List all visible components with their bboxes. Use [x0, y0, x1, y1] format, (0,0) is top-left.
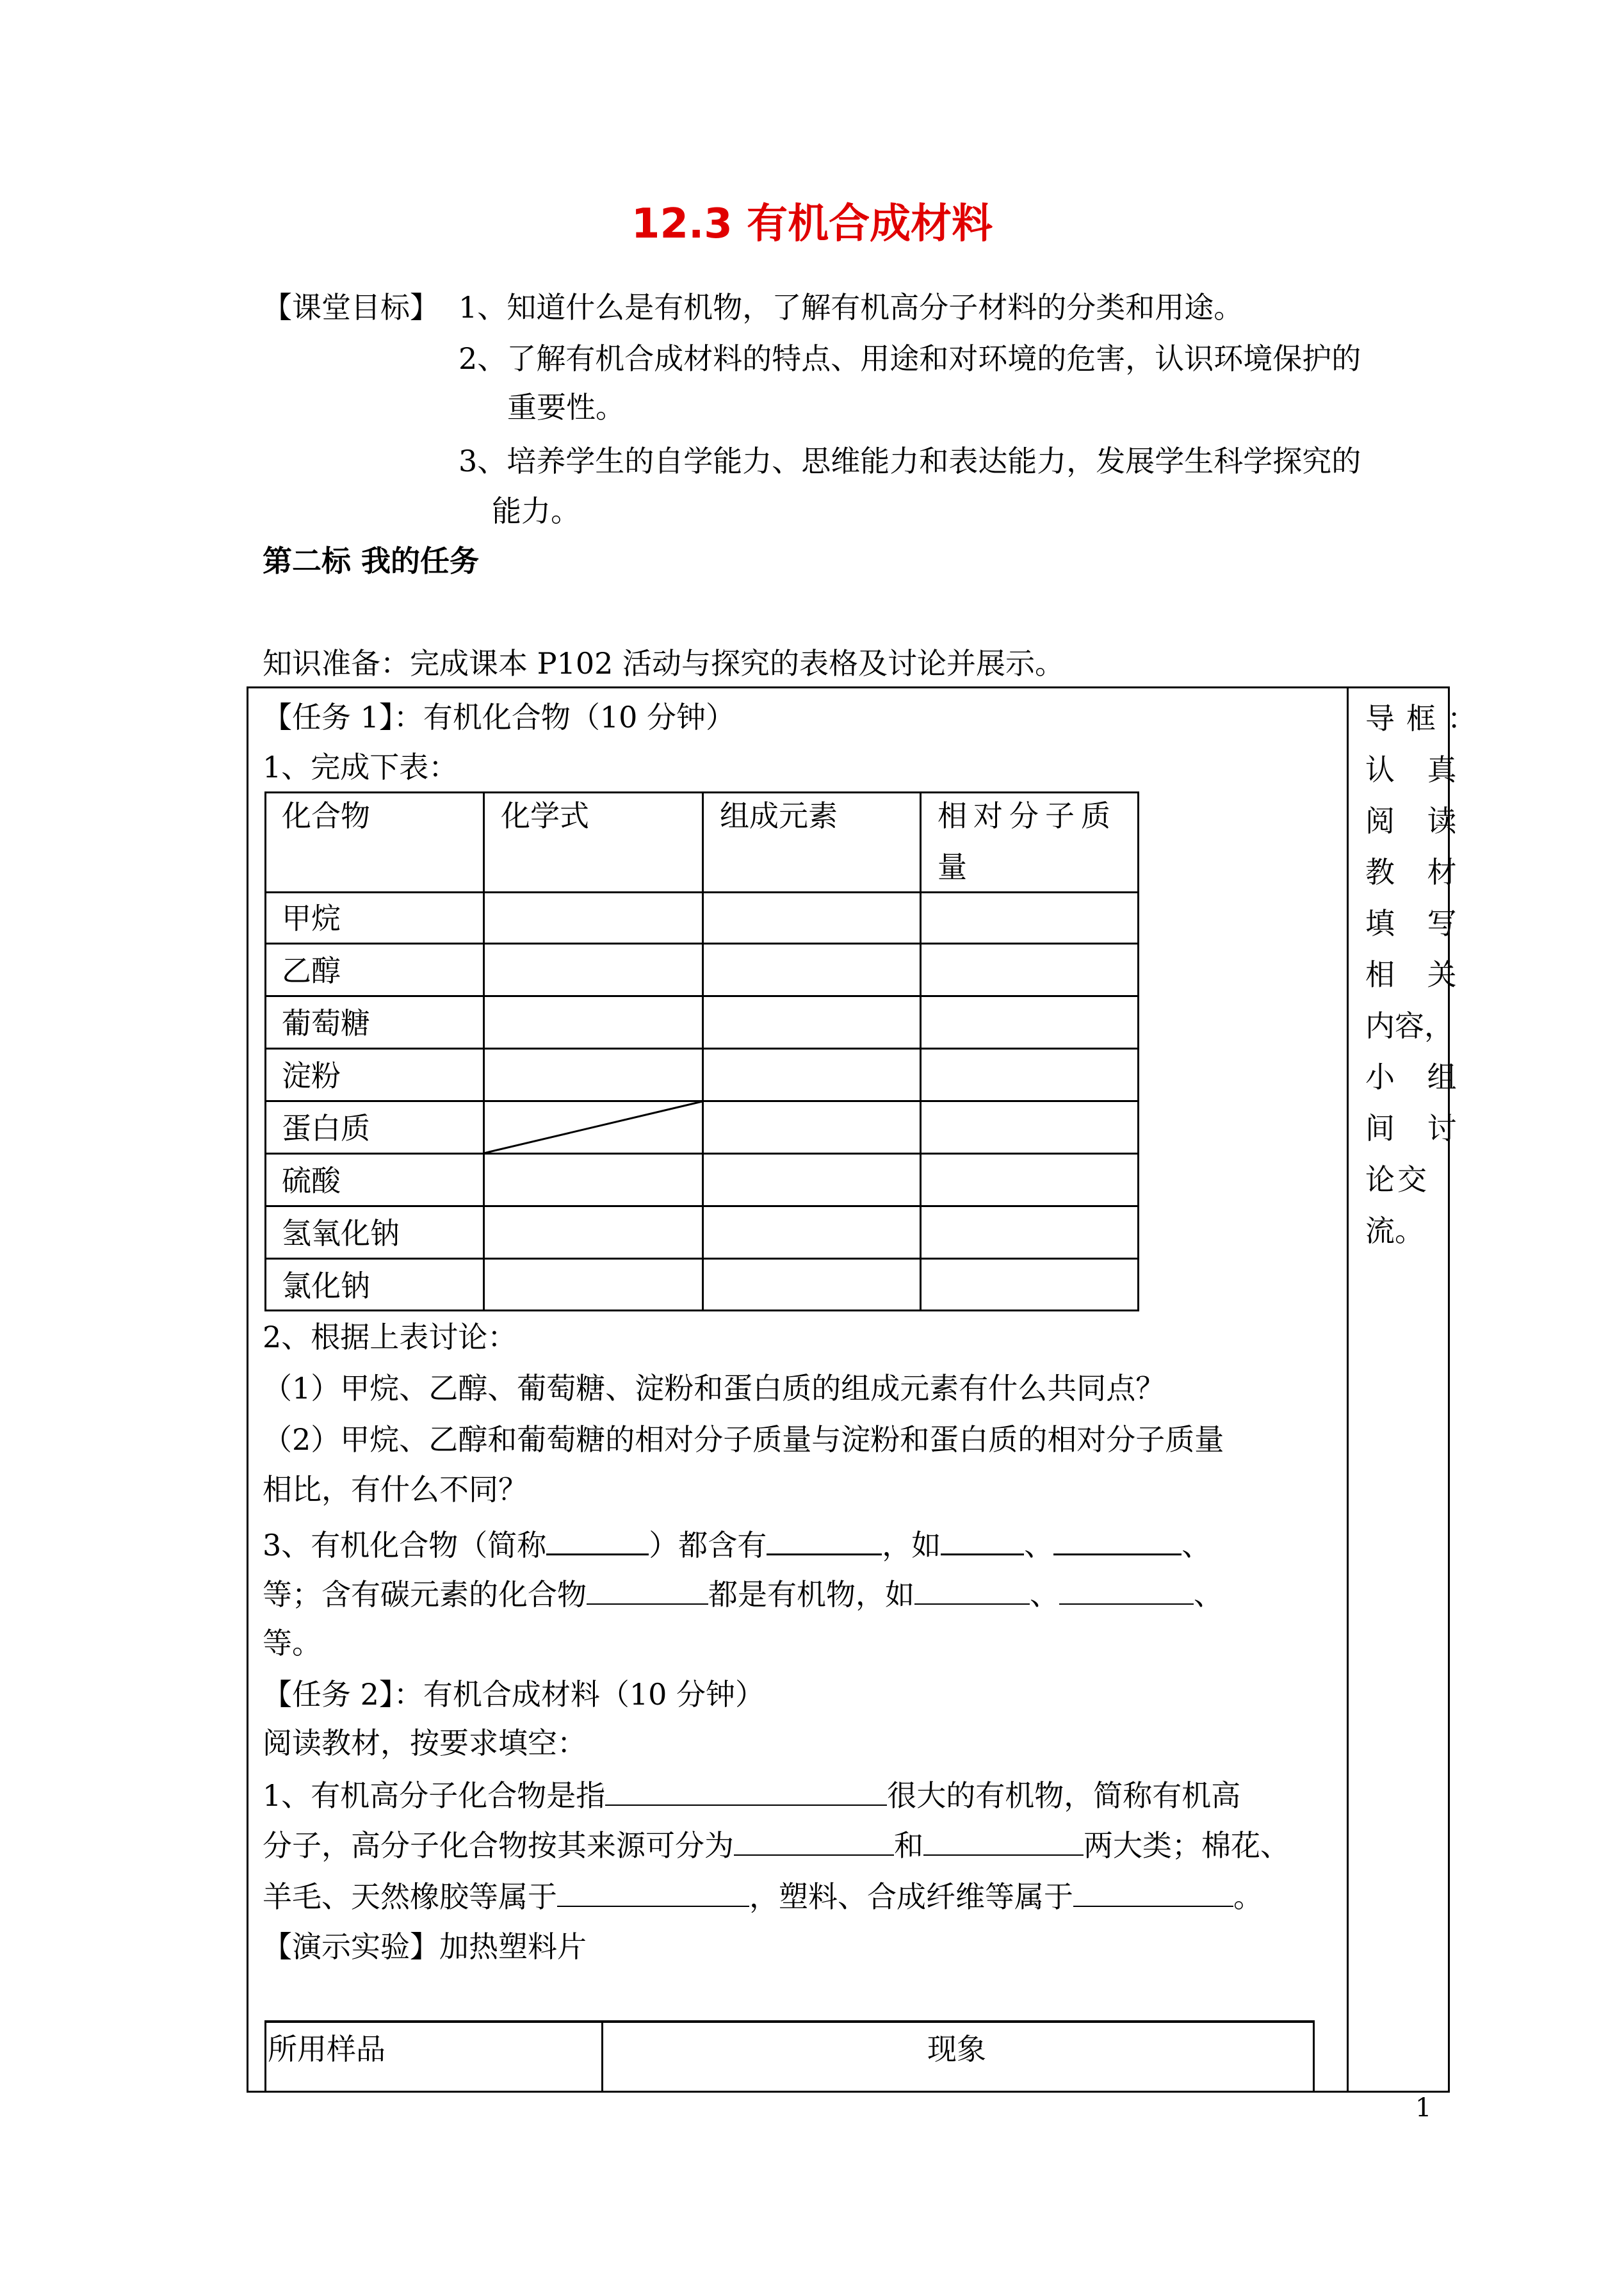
- guide-line: 小 组: [1365, 1060, 1468, 1094]
- question-2-line2: 相比，有什么不同？: [263, 1472, 528, 1507]
- guide-line: 内容，: [1365, 1009, 1454, 1043]
- fill-text: 、: [1194, 1577, 1223, 1612]
- task2-fill-line-3: [263, 1876, 1263, 1916]
- table-hline: [264, 791, 1139, 793]
- guide-line: 导框：: [1365, 701, 1488, 736]
- table-vline: [264, 791, 266, 1311]
- fill-text: 、: [1030, 1577, 1059, 1612]
- blank-field[interactable]: [546, 1524, 649, 1555]
- demo-heading: 【演示实验】加热塑料片: [263, 1929, 587, 1964]
- fill-text: 。: [1233, 1879, 1263, 1914]
- table-hline: [264, 943, 1139, 945]
- sample-table-top: [264, 2020, 1315, 2023]
- goal-item-1: 1、知道什么是有机物，了解有机高分子材料的分类和用途。: [459, 290, 1244, 325]
- task2-title: 【任务 2】：有机合成材料（10 分钟）: [263, 1677, 765, 1712]
- goal-item-2-line1: 2、了解有机合成材料的特点、用途和对环境的危害，认识环境保护的: [459, 341, 1361, 376]
- sample-table-right: [1313, 2020, 1315, 2093]
- table-hline: [264, 1258, 1139, 1260]
- outer-table-left: [247, 686, 248, 2093]
- table-header-mass-cont: 量: [938, 850, 967, 884]
- guide-line: 流。: [1365, 1213, 1424, 1248]
- guide-line: 填 写: [1365, 906, 1468, 941]
- blank-field[interactable]: [1073, 1876, 1233, 1907]
- page-title: 12.3 有机合成材料: [631, 200, 993, 248]
- fill-text: 和: [894, 1828, 923, 1863]
- fill-line-1: [263, 1524, 1211, 1564]
- table-row-label: 淀粉: [282, 1058, 341, 1093]
- blank-field[interactable]: [767, 1524, 882, 1555]
- blank-field[interactable]: [587, 1574, 708, 1605]
- outer-table-top: [247, 686, 1449, 688]
- fill-text: 3、有机化合物（简称: [263, 1528, 547, 1562]
- task1-title: 【任务 1】：有机化合物（10 分钟）: [263, 700, 736, 734]
- fill-text: 1、有机高分子化合物是指: [263, 1778, 606, 1813]
- table-row-label: 氯化钠: [282, 1269, 370, 1303]
- table-header-mass: 相对分子质: [938, 799, 1117, 833]
- blank-field[interactable]: [557, 1876, 749, 1907]
- table-row-label: 葡萄糖: [282, 1006, 370, 1041]
- fill-text: ，如: [882, 1528, 941, 1562]
- table-row-label: 氢氧化钠: [282, 1216, 400, 1251]
- fill-text: 羊毛、天然橡胶等属于: [263, 1879, 557, 1914]
- table-row-label: 硫酸: [282, 1164, 341, 1198]
- question-2-line1: （2）甲烷、乙醇和葡萄糖的相对分子质量与淀粉和蛋白质的相对分子质量: [263, 1422, 1224, 1457]
- table-header-elements: 组成元素: [720, 799, 838, 833]
- blank-field[interactable]: [605, 1775, 887, 1806]
- table-hline: [264, 1310, 1139, 1311]
- blank-field[interactable]: [734, 1825, 894, 1856]
- blank-field[interactable]: [914, 1574, 1030, 1605]
- guide-line: 相 关: [1365, 957, 1468, 992]
- goal-item-3-line2: 能力。: [492, 494, 580, 528]
- blank-field[interactable]: [923, 1825, 1084, 1856]
- task2-instruction: 阅读教材，按要求填空：: [263, 1726, 587, 1760]
- goal-item-3-line1: 3、培养学生的自学能力、思维能力和表达能力，发展学生科学探究的: [459, 444, 1361, 478]
- prep-instruction: 知识准备：完成课本 P102 活动与探究的表格及讨论并展示。: [263, 646, 1064, 681]
- fill-text: 、: [1181, 1528, 1212, 1562]
- fill-text: 两大类；棉花、: [1084, 1828, 1290, 1863]
- table-header-compound: 化合物: [282, 799, 370, 833]
- table-vline: [1137, 791, 1139, 1311]
- question-1: （1）甲烷、乙醇、葡萄糖、淀粉和蛋白质的组成元素有什么共同点？: [263, 1371, 1165, 1406]
- fill-text: 分子，高分子化合物按其来源可分为: [263, 1828, 734, 1863]
- table-vline: [483, 791, 485, 1311]
- fill-text: 、: [1024, 1528, 1054, 1562]
- sample-table-left: [264, 2020, 266, 2093]
- table-row-label: 蛋白质: [282, 1111, 370, 1146]
- sample-table-divider: [601, 2020, 603, 2093]
- guide-line: 间 讨: [1365, 1111, 1468, 1146]
- guide-line: 认 真: [1365, 752, 1468, 787]
- table-row-label: 乙醇: [282, 953, 341, 988]
- table-header-formula: 化学式: [501, 799, 589, 833]
- guide-column: [1365, 693, 1488, 1256]
- fill-text: ，塑料、合成纤维等属于: [749, 1879, 1073, 1914]
- table-vline: [702, 791, 704, 1311]
- outer-table-divider: [1347, 686, 1349, 2093]
- goal-item-2-line2: 重要性。: [507, 390, 625, 425]
- fill-line-2: [263, 1574, 1223, 1614]
- guide-line: 论交: [1365, 1162, 1429, 1197]
- fill-text: 都是有机物，如: [708, 1577, 914, 1612]
- table-row-label: 甲烷: [282, 901, 341, 936]
- blank-field[interactable]: [1053, 1524, 1181, 1555]
- fill-text: 很大的有机物，简称有机高: [887, 1778, 1241, 1813]
- table-hline: [264, 995, 1139, 997]
- blank-field[interactable]: [941, 1524, 1024, 1555]
- blank-field[interactable]: [1059, 1574, 1194, 1605]
- guide-line: 教 材: [1365, 855, 1468, 889]
- fill-line-3: 等。: [263, 1626, 321, 1660]
- fill-text: 等；含有碳元素的化合物: [263, 1577, 587, 1612]
- table-hline: [264, 1205, 1139, 1207]
- table-vline: [920, 791, 922, 1311]
- page-number: 1: [1415, 2093, 1432, 2123]
- task2-fill-line-2: [263, 1825, 1290, 1865]
- table-hline: [264, 1048, 1139, 1050]
- goals-label: 【课堂目标】: [263, 290, 439, 325]
- outer-table-bottom: [247, 2091, 1449, 2093]
- discuss-heading: 2、根据上表讨论：: [263, 1320, 517, 1354]
- guide-line: 阅 读: [1365, 804, 1468, 838]
- phenomenon-header: 现象: [927, 2032, 986, 2066]
- cell-diagonal: [483, 1101, 703, 1155]
- task2-fill-line-1: [263, 1775, 1240, 1815]
- task1-instruction: 1、完成下表：: [263, 750, 459, 784]
- table-hline: [264, 891, 1139, 893]
- section-heading: 第二标 我的任务: [263, 544, 480, 578]
- fill-text: ）都含有: [649, 1528, 767, 1562]
- sample-header: 所用样品: [268, 2032, 386, 2066]
